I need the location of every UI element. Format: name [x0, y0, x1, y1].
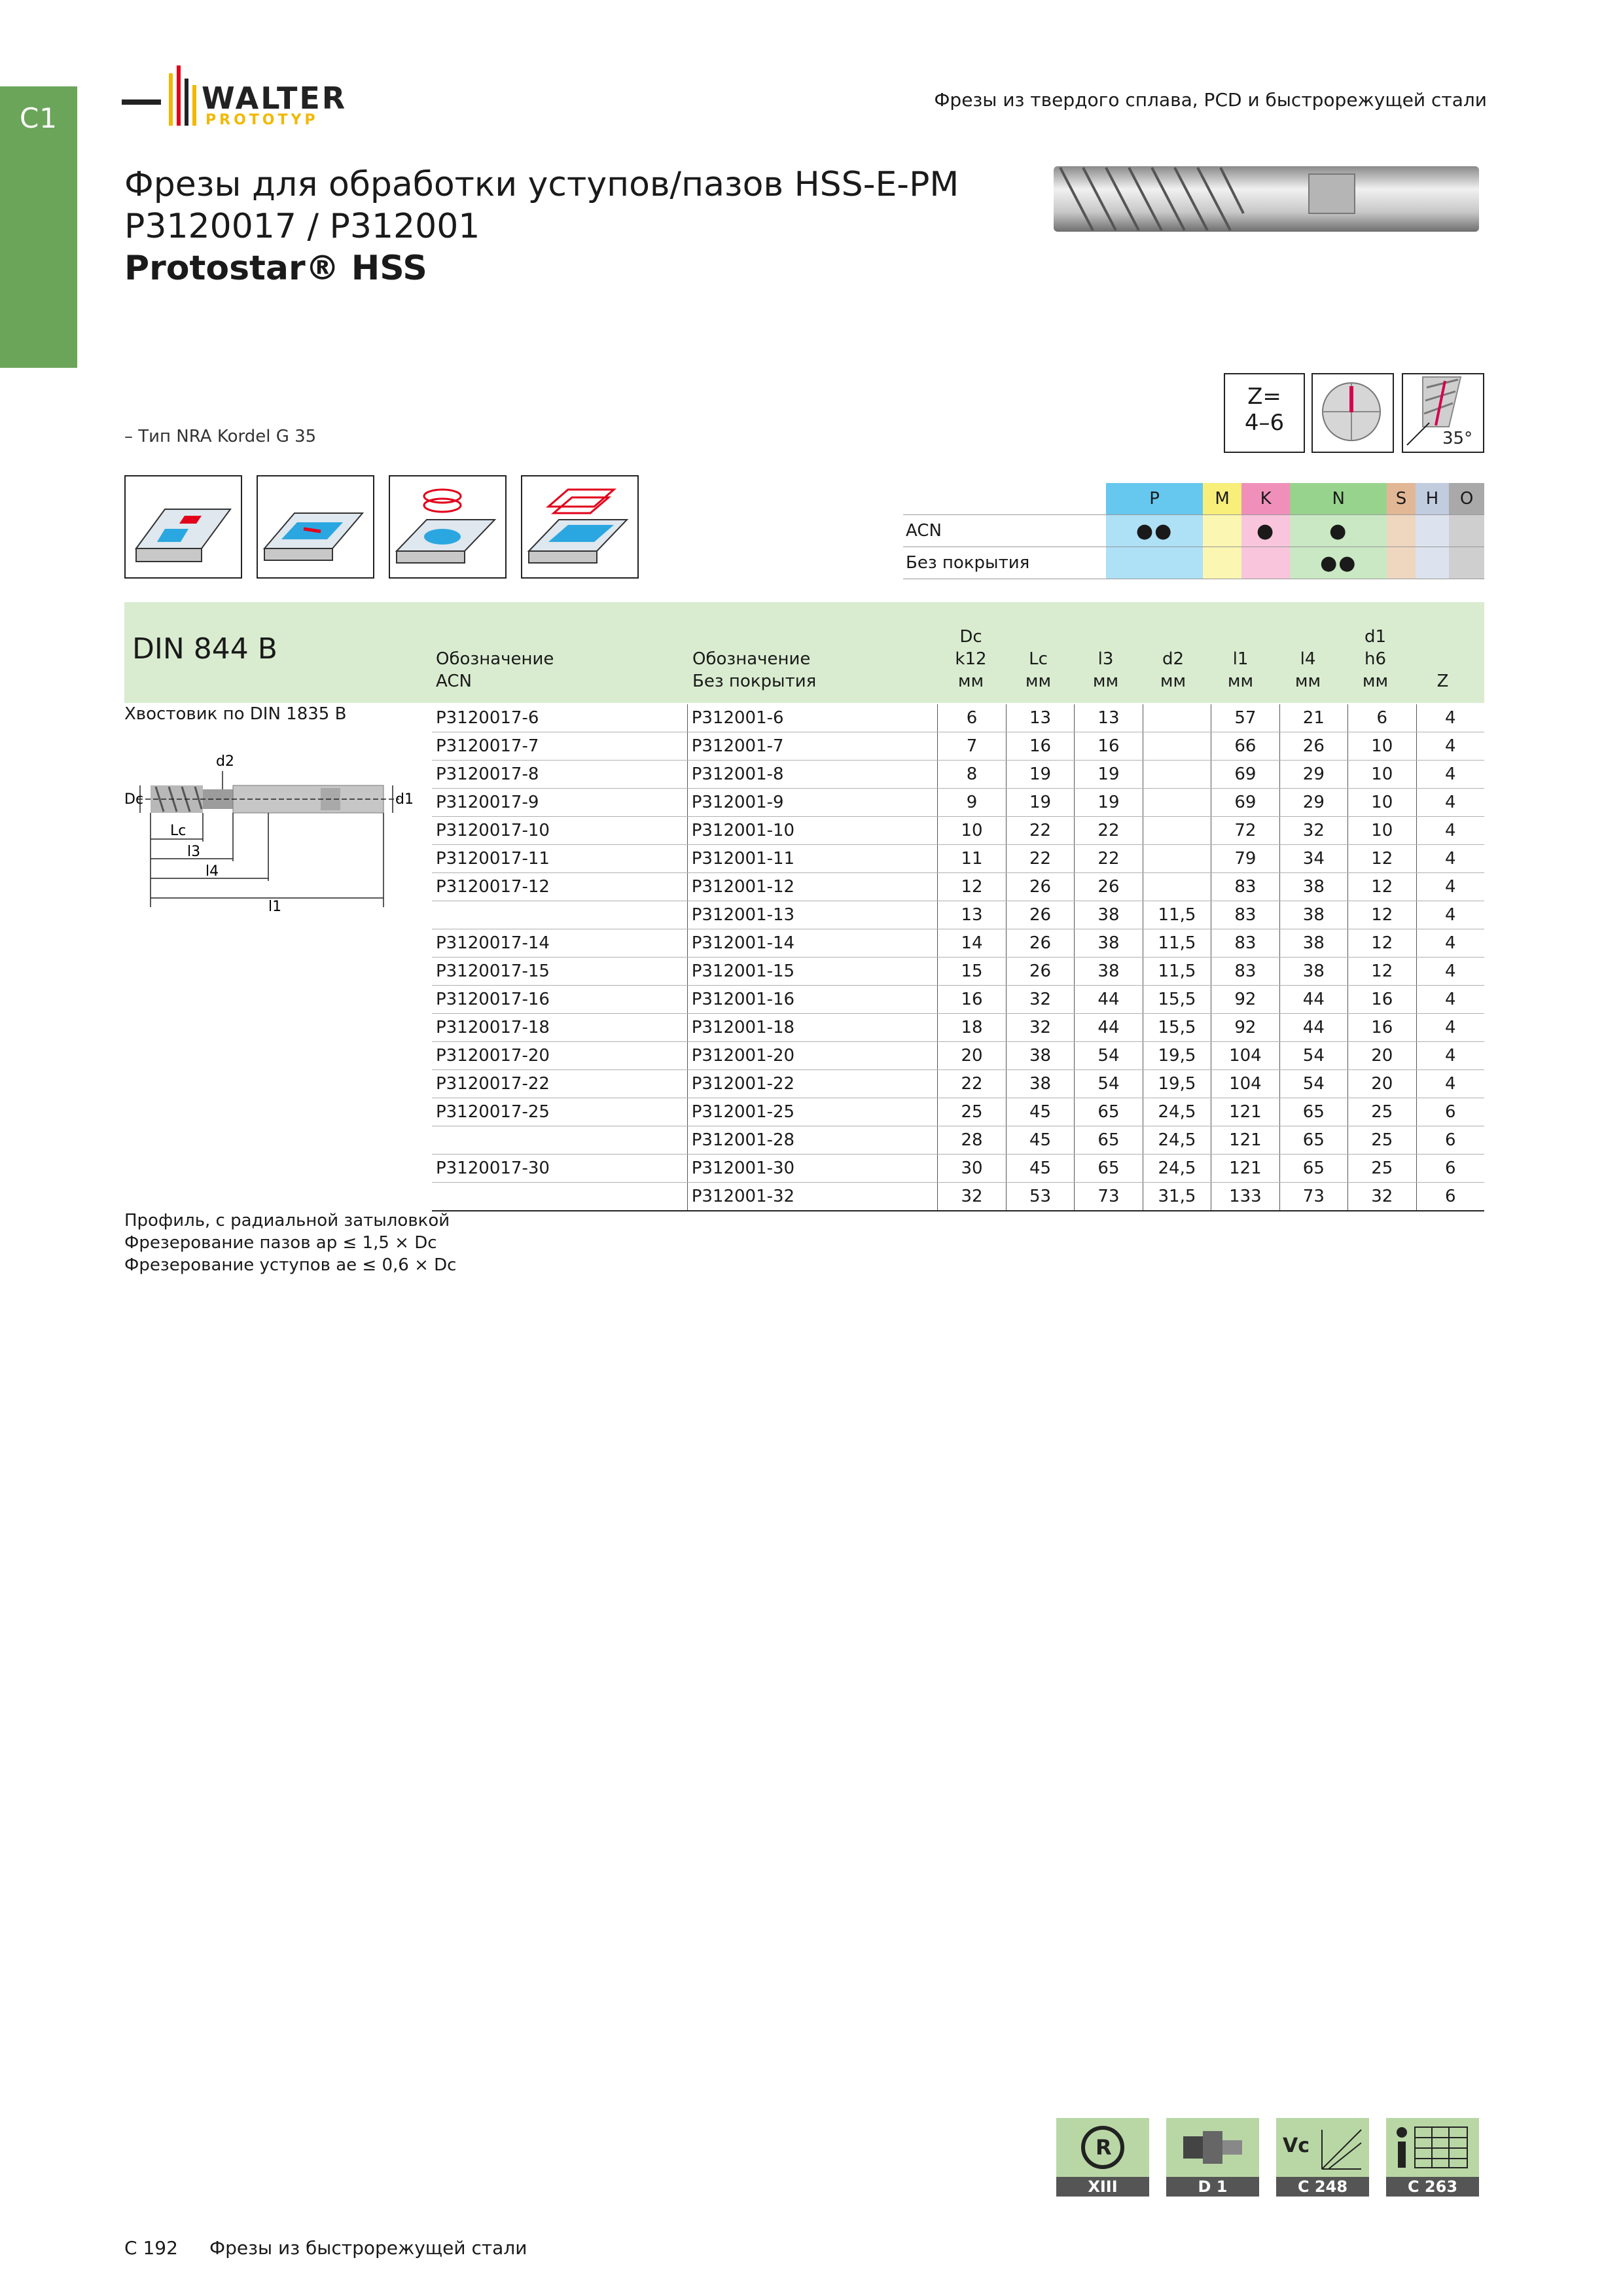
- cell-l1: 66: [1211, 732, 1279, 761]
- cell-l4: 26: [1279, 732, 1347, 761]
- cell-dc: 7: [938, 732, 1006, 761]
- table-row: [432, 1126, 1484, 1155]
- cell-lc: 16: [1006, 732, 1074, 761]
- cell-uncoated-code: P312001-10: [687, 817, 938, 845]
- suitability-cell: [1416, 547, 1449, 579]
- table-row: [432, 958, 1484, 986]
- cell-z: 4: [1416, 958, 1484, 986]
- cell-l1: 83: [1211, 929, 1279, 958]
- cell-z: 4: [1416, 1014, 1484, 1042]
- cell-l4: 32: [1279, 817, 1347, 845]
- cell-lc: 19: [1006, 761, 1074, 789]
- cell-z: 4: [1416, 789, 1484, 817]
- helix-angle-symbol: [1402, 373, 1484, 453]
- reference-cutting-data[interactable]: [1276, 2118, 1369, 2197]
- cell-l1: 69: [1211, 761, 1279, 789]
- cell-acn-code: [432, 1183, 687, 1211]
- suitability-cell: [1203, 547, 1241, 579]
- diagram-label-dc: Dc: [124, 791, 144, 808]
- cell-uncoated-code: P312001-6: [687, 704, 938, 732]
- reference-toolholder[interactable]: [1166, 2118, 1259, 2197]
- cell-uncoated-code: P312001-11: [687, 845, 938, 873]
- info-table-icon: [1386, 2118, 1479, 2177]
- cell-l4: 38: [1279, 958, 1347, 986]
- svg-text:R: R: [1096, 2135, 1112, 2160]
- cell-lc: 45: [1006, 1155, 1074, 1183]
- table-row: [432, 817, 1484, 845]
- cell-d2: [1143, 761, 1211, 789]
- product-brand: Protostar® HSS: [124, 249, 427, 288]
- z-value: 4–6: [1244, 410, 1285, 436]
- cell-d1: 12: [1348, 958, 1416, 986]
- cell-z: 4: [1416, 929, 1484, 958]
- cell-l4: 29: [1279, 789, 1347, 817]
- suitability-cell: [1416, 515, 1449, 547]
- reference-info-table[interactable]: [1386, 2118, 1479, 2197]
- page-category: Фрезы из твердого сплава, PCD и быстрорежущей стали: [934, 89, 1487, 111]
- cell-acn-code: P3120017-7: [432, 732, 687, 761]
- material-group-n: N: [1290, 483, 1387, 515]
- cell-l3: 54: [1075, 1042, 1143, 1070]
- cell-dc: 10: [938, 817, 1006, 845]
- cell-uncoated-code: P312001-22: [687, 1070, 938, 1098]
- cell-l1: 92: [1211, 1014, 1279, 1042]
- cell-lc: 45: [1006, 1098, 1074, 1126]
- cell-dc: 28: [938, 1126, 1006, 1155]
- tool-dimension-diagram: [124, 737, 425, 914]
- cell-l3: 38: [1075, 958, 1143, 986]
- cell-acn-code: P3120017-14: [432, 929, 687, 958]
- table-row: [432, 901, 1484, 929]
- cell-d1: 20: [1348, 1042, 1416, 1070]
- material-group-p: P: [1106, 483, 1203, 515]
- cell-dc: 6: [938, 704, 1006, 732]
- cell-acn-code: P3120017-15: [432, 958, 687, 986]
- header-l1: l1 мм: [1227, 649, 1254, 691]
- helical-milling-icon: [389, 475, 507, 579]
- cell-d2: 15,5: [1143, 1014, 1211, 1042]
- slot-milling-icon: [124, 475, 242, 579]
- cell-z: 4: [1416, 873, 1484, 901]
- suitability-cell: [1387, 515, 1415, 547]
- cell-uncoated-code: P312001-25: [687, 1098, 938, 1126]
- table-row: [432, 1098, 1484, 1126]
- cell-uncoated-code: P312001-28: [687, 1126, 938, 1155]
- suitability-cell: [1203, 515, 1241, 547]
- cell-l1: 69: [1211, 789, 1279, 817]
- material-group-k: K: [1241, 483, 1290, 515]
- cell-lc: 26: [1006, 929, 1074, 958]
- cell-uncoated-code: P312001-7: [687, 732, 938, 761]
- shoulder-milling-icon: [257, 475, 374, 579]
- cell-dc: 25: [938, 1098, 1006, 1126]
- footer-title: Фрезы из быстрорежущей стали: [209, 2237, 527, 2259]
- cell-dc: 30: [938, 1155, 1006, 1183]
- cell-l4: 65: [1279, 1126, 1347, 1155]
- suitability-cell: ●: [1241, 515, 1290, 547]
- cell-d1: 6: [1348, 704, 1416, 732]
- cell-z: 4: [1416, 1042, 1484, 1070]
- cell-uncoated-code: P312001-30: [687, 1155, 938, 1183]
- note-shoulder-milling: Фрезерование уступов ae ≤ 0,6 × Dc: [124, 1255, 457, 1275]
- cell-acn-code: P3120017-16: [432, 986, 687, 1014]
- cell-l3: 26: [1075, 873, 1143, 901]
- cell-l1: 83: [1211, 958, 1279, 986]
- cell-dc: 12: [938, 873, 1006, 901]
- table-row: [432, 761, 1484, 789]
- cell-l1: 83: [1211, 901, 1279, 929]
- cell-dc: 18: [938, 1014, 1006, 1042]
- cell-l1: 121: [1211, 1155, 1279, 1183]
- cell-d2: 11,5: [1143, 929, 1211, 958]
- cutting-data-icon: [1276, 2118, 1369, 2177]
- cell-z: 6: [1416, 1183, 1484, 1211]
- reference-regrind[interactable]: [1056, 2118, 1149, 2197]
- cell-uncoated-code: P312001-15: [687, 958, 938, 986]
- standard-label: DIN 844 B: [132, 632, 277, 666]
- cell-acn-code: P3120017-9: [432, 789, 687, 817]
- cell-l3: 65: [1075, 1126, 1143, 1155]
- cell-lc: 53: [1006, 1183, 1074, 1211]
- product-title: Фрезы для обработки уступов/пазов HSS-E-PM: [124, 165, 959, 204]
- cell-d1: 25: [1348, 1155, 1416, 1183]
- cell-lc: 32: [1006, 1014, 1074, 1042]
- cell-lc: 19: [1006, 789, 1074, 817]
- cell-l3: 65: [1075, 1098, 1143, 1126]
- cell-acn-code: P3120017-20: [432, 1042, 687, 1070]
- cell-z: 4: [1416, 1070, 1484, 1098]
- cell-d1: 20: [1348, 1070, 1416, 1098]
- cell-lc: 26: [1006, 873, 1074, 901]
- header-dc: Dc k12 мм: [955, 627, 987, 691]
- cell-uncoated-code: P312001-8: [687, 761, 938, 789]
- cell-l3: 16: [1075, 732, 1143, 761]
- cell-uncoated-code: P312001-18: [687, 1014, 938, 1042]
- cell-d2: [1143, 789, 1211, 817]
- reference-label: C 248: [1276, 2177, 1369, 2197]
- cell-uncoated-code: P312001-9: [687, 789, 938, 817]
- pocket-milling-icon: [521, 475, 639, 579]
- cell-d2: [1143, 845, 1211, 873]
- cell-l4: 65: [1279, 1098, 1347, 1126]
- header-lc: Lc мм: [1025, 649, 1052, 691]
- table-row: [432, 1183, 1484, 1211]
- cell-acn-code: P3120017-30: [432, 1155, 687, 1183]
- cell-acn-code: P3120017-11: [432, 845, 687, 873]
- table-row: [432, 1014, 1484, 1042]
- cell-z: 6: [1416, 1155, 1484, 1183]
- cell-l1: 104: [1211, 1070, 1279, 1098]
- title-block: [124, 164, 959, 289]
- suitability-cell: [1106, 547, 1203, 579]
- usage-notes: [124, 1210, 456, 1276]
- cell-d1: 25: [1348, 1126, 1416, 1155]
- cell-dc: 20: [938, 1042, 1006, 1070]
- table-row: [432, 986, 1484, 1014]
- table-row: [432, 1070, 1484, 1098]
- suitability-cell: [1387, 547, 1415, 579]
- cell-d1: 12: [1348, 901, 1416, 929]
- header-l4: l4 мм: [1294, 649, 1321, 691]
- product-codes: P3120017 / P312001: [124, 207, 480, 246]
- cell-d1: 25: [1348, 1098, 1416, 1126]
- material-row-acn: [903, 515, 1484, 547]
- cell-l4: 38: [1279, 901, 1347, 929]
- table-row: [432, 845, 1484, 873]
- cell-d2: 24,5: [1143, 1155, 1211, 1183]
- cell-l3: 38: [1075, 929, 1143, 958]
- cell-d2: [1143, 873, 1211, 901]
- material-group-o: O: [1449, 483, 1484, 515]
- cell-l1: 104: [1211, 1042, 1279, 1070]
- cell-z: 4: [1416, 761, 1484, 789]
- cell-l4: 44: [1279, 986, 1347, 1014]
- cell-dc: 11: [938, 845, 1006, 873]
- cell-z: 4: [1416, 817, 1484, 845]
- material-row-uncoated: [903, 547, 1484, 579]
- cell-d1: 16: [1348, 986, 1416, 1014]
- cell-acn-code: P3120017-22: [432, 1070, 687, 1098]
- cell-d1: 10: [1348, 761, 1416, 789]
- cell-d2: [1143, 817, 1211, 845]
- cell-dc: 13: [938, 901, 1006, 929]
- z-label: Z=: [1247, 384, 1281, 410]
- cell-l4: 54: [1279, 1070, 1347, 1098]
- section-tab: [0, 86, 77, 368]
- note-profile: Профиль, с радиальной затыловкой: [124, 1211, 450, 1230]
- cell-d1: 16: [1348, 1014, 1416, 1042]
- diagram-label-d1: d1: [395, 791, 414, 808]
- cell-l1: 83: [1211, 873, 1279, 901]
- cell-d2: 11,5: [1143, 958, 1211, 986]
- cell-l4: 73: [1279, 1183, 1347, 1211]
- regrind-icon: [1056, 2118, 1149, 2177]
- end-mill-image: [1047, 161, 1486, 237]
- header-d1: d1 h6 мм: [1362, 627, 1389, 691]
- cell-dc: 8: [938, 761, 1006, 789]
- diagram-label-l1: l1: [268, 899, 282, 914]
- cell-l4: 34: [1279, 845, 1347, 873]
- cell-l3: 65: [1075, 1155, 1143, 1183]
- cell-l1: 57: [1211, 704, 1279, 732]
- cell-z: 4: [1416, 901, 1484, 929]
- cell-d1: 32: [1348, 1183, 1416, 1211]
- cell-uncoated-code: P312001-20: [687, 1042, 938, 1070]
- cell-d1: 12: [1348, 845, 1416, 873]
- cell-lc: 22: [1006, 817, 1074, 845]
- cell-acn-code: P3120017-18: [432, 1014, 687, 1042]
- cell-acn-code: P3120017-12: [432, 873, 687, 901]
- dimensions-table: [432, 704, 1484, 1211]
- cell-l3: 38: [1075, 901, 1143, 929]
- cell-uncoated-code: P312001-14: [687, 929, 938, 958]
- cell-lc: 32: [1006, 986, 1074, 1014]
- table-row: [432, 732, 1484, 761]
- suitability-cell: [1241, 547, 1290, 579]
- cell-lc: 13: [1006, 704, 1074, 732]
- material-group-s: S: [1387, 483, 1415, 515]
- header-l3: l3 мм: [1092, 649, 1119, 691]
- cell-d2: 24,5: [1143, 1098, 1211, 1126]
- cell-lc: 38: [1006, 1070, 1074, 1098]
- page-number: C 192: [124, 2237, 178, 2259]
- cell-l4: 44: [1279, 1014, 1347, 1042]
- cell-dc: 14: [938, 929, 1006, 958]
- cell-l3: 44: [1075, 986, 1143, 1014]
- cell-lc: 26: [1006, 958, 1074, 986]
- cell-l3: 13: [1075, 704, 1143, 732]
- diagram-label-l3: l3: [187, 844, 201, 860]
- header-z: Z: [1436, 672, 1449, 691]
- material-row-label: ACN: [903, 515, 1106, 547]
- type-note: – Тип NRA Kordel G 35: [124, 427, 317, 446]
- shank-note: Хвостовик по DIN 1835 B: [124, 704, 347, 724]
- cell-d1: 10: [1348, 817, 1416, 845]
- cell-l3: 54: [1075, 1070, 1143, 1098]
- suitability-cell: ●: [1290, 515, 1387, 547]
- material-group-m: M: [1203, 483, 1241, 515]
- walter-prototyp-logo: [122, 59, 410, 131]
- diagram-label-l4: l4: [205, 863, 219, 880]
- cell-l3: 19: [1075, 789, 1143, 817]
- section-tab-label: C1: [19, 102, 58, 134]
- cell-z: 4: [1416, 986, 1484, 1014]
- reference-label: C 263: [1386, 2177, 1479, 2197]
- svg-text:WALTER: WALTER: [202, 81, 348, 116]
- cell-acn-code: P3120017-6: [432, 704, 687, 732]
- cell-dc: 15: [938, 958, 1006, 986]
- cell-uncoated-code: P312001-13: [687, 901, 938, 929]
- cell-acn-code: P3120017-8: [432, 761, 687, 789]
- cell-l3: 19: [1075, 761, 1143, 789]
- cell-z: 4: [1416, 704, 1484, 732]
- cell-lc: 22: [1006, 845, 1074, 873]
- cell-l4: 38: [1279, 873, 1347, 901]
- cell-l3: 22: [1075, 845, 1143, 873]
- cell-dc: 16: [938, 986, 1006, 1014]
- cell-d1: 12: [1348, 929, 1416, 958]
- cell-l3: 44: [1075, 1014, 1143, 1042]
- material-group-table: [903, 483, 1484, 579]
- cell-z: 4: [1416, 732, 1484, 761]
- cell-acn-code: [432, 901, 687, 929]
- cell-z: 4: [1416, 845, 1484, 873]
- cell-l4: 38: [1279, 929, 1347, 958]
- diagram-label-d2: d2: [216, 753, 234, 770]
- material-row-label: Без покрытия: [903, 547, 1106, 579]
- cell-d2: 15,5: [1143, 986, 1211, 1014]
- cell-lc: 45: [1006, 1126, 1074, 1155]
- svg-text:PROTOTYP: PROTOTYP: [205, 112, 319, 128]
- cell-uncoated-code: P312001-16: [687, 986, 938, 1014]
- cell-l4: 65: [1279, 1155, 1347, 1183]
- table-row: [432, 789, 1484, 817]
- suitability-cell: ●●: [1290, 547, 1387, 579]
- cell-l3: 73: [1075, 1183, 1143, 1211]
- table-row: [432, 873, 1484, 901]
- cell-acn-code: P3120017-10: [432, 817, 687, 845]
- cell-d2: 24,5: [1143, 1126, 1211, 1155]
- cell-d2: 11,5: [1143, 901, 1211, 929]
- header-uncoated: Обозначение Без покрытия: [692, 649, 817, 691]
- cell-d1: 12: [1348, 873, 1416, 901]
- material-group-h: H: [1416, 483, 1449, 515]
- reference-label: D 1: [1166, 2177, 1259, 2197]
- helix-angle-value: 35°: [1442, 429, 1473, 448]
- cell-l1: 72: [1211, 817, 1279, 845]
- suitability-cell: [1449, 515, 1484, 547]
- note-slot-milling: Фрезерование пазов ap ≤ 1,5 × Dc: [124, 1233, 437, 1253]
- cell-uncoated-code: P312001-32: [687, 1183, 938, 1211]
- cell-l4: 54: [1279, 1042, 1347, 1070]
- cell-d2: 19,5: [1143, 1042, 1211, 1070]
- cell-z: 6: [1416, 1126, 1484, 1155]
- cell-dc: 32: [938, 1183, 1006, 1211]
- cell-l1: 133: [1211, 1183, 1279, 1211]
- cell-dc: 9: [938, 789, 1006, 817]
- table-row: [432, 1042, 1484, 1070]
- cell-l1: 92: [1211, 986, 1279, 1014]
- header-d2: d2 мм: [1160, 649, 1186, 691]
- cell-l1: 121: [1211, 1098, 1279, 1126]
- cell-acn-code: P3120017-25: [432, 1098, 687, 1126]
- cell-dc: 22: [938, 1070, 1006, 1098]
- svg-text:Vc: Vc: [1283, 2134, 1310, 2157]
- cell-acn-code: [432, 1126, 687, 1155]
- table-row: [432, 929, 1484, 958]
- cell-l1: 121: [1211, 1126, 1279, 1155]
- cell-l4: 21: [1279, 704, 1347, 732]
- cell-d2: [1143, 732, 1211, 761]
- center-cutting-icon: [1311, 373, 1394, 453]
- diagram-label-lc: Lc: [170, 823, 187, 839]
- cell-d2: 31,5: [1143, 1183, 1211, 1211]
- cell-d2: [1143, 704, 1211, 732]
- reference-label: XIII: [1056, 2177, 1149, 2197]
- cell-uncoated-code: P312001-12: [687, 873, 938, 901]
- suitability-cell: ●●: [1106, 515, 1203, 547]
- cell-lc: 26: [1006, 901, 1074, 929]
- table-row: [432, 704, 1484, 732]
- cell-l4: 29: [1279, 761, 1347, 789]
- cell-l1: 79: [1211, 845, 1279, 873]
- cell-lc: 38: [1006, 1042, 1074, 1070]
- cell-z: 6: [1416, 1098, 1484, 1126]
- cell-d2: 19,5: [1143, 1070, 1211, 1098]
- cell-d1: 10: [1348, 732, 1416, 761]
- flute-count-symbol: [1224, 373, 1305, 453]
- suitability-cell: [1449, 547, 1484, 579]
- header-acn: Обозначение ACN: [436, 649, 554, 691]
- table-row: [432, 1155, 1484, 1183]
- toolholder-icon: [1166, 2118, 1259, 2177]
- cell-l3: 22: [1075, 817, 1143, 845]
- cell-d1: 10: [1348, 789, 1416, 817]
